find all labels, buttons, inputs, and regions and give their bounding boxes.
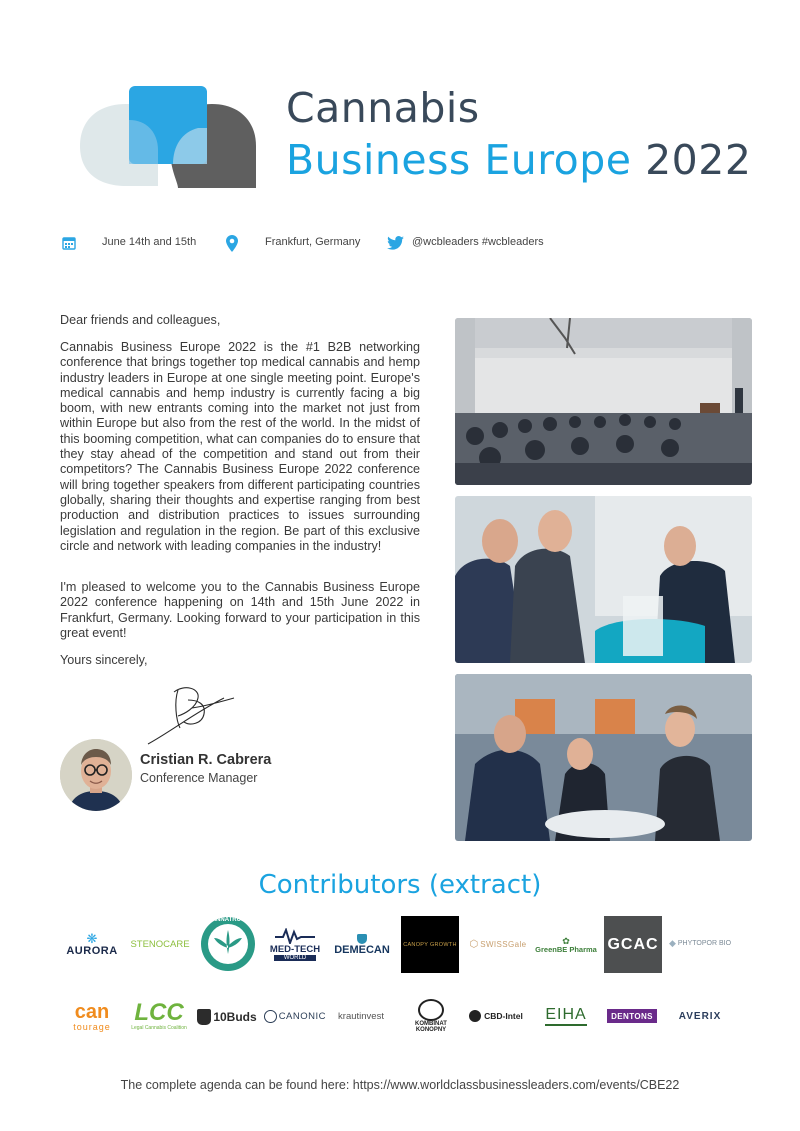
cbd-intel-logo xyxy=(466,1006,526,1026)
demecan-logo-text: DEMECAN xyxy=(334,944,390,956)
phytopor-logo-text: PHYTOPOR BIO xyxy=(677,939,732,947)
handwritten-signature xyxy=(140,680,240,753)
location-pin-icon xyxy=(226,235,238,257)
cannatrust-logo xyxy=(200,916,256,972)
cannatrust-logo-text: CANNATRUST xyxy=(207,917,249,923)
eiha-logo xyxy=(536,1004,596,1028)
aurora-logo: ❋ AURORA xyxy=(66,931,118,957)
kombinat-logo-sub: KONOPNY xyxy=(415,1027,447,1033)
swissgale-logo-text: SWISSGale xyxy=(480,939,527,949)
contributors-title: Contributors (extract) xyxy=(258,870,542,900)
networking-photo-1 xyxy=(455,496,752,663)
event-year: 2022 xyxy=(645,136,752,184)
canopy-growth-logo xyxy=(401,916,459,973)
gcac-logo xyxy=(604,916,662,973)
twitter-bird-icon xyxy=(387,236,404,255)
lcc-logo xyxy=(128,996,190,1036)
medtech-world-logo xyxy=(268,918,322,970)
signer-name: Cristian R. Cabrera xyxy=(140,752,272,768)
greenbe-pharma-logo: ✿ GreenBE Pharma xyxy=(535,935,597,954)
demecan-logo xyxy=(330,928,394,962)
kombinat-konopny-logo xyxy=(408,994,454,1038)
letter-greeting: Dear friends and colleagues, xyxy=(60,313,221,327)
letter-paragraph-1: Cannabis Business Europe 2022 is the #1 B2B networking conference that brings together top medical cannabis and hemp industry leaders in Europe at one single meeting point. Europe's medical cannabis and hemp industry is currently facing a big boom, with new entrants coming into the market not just from within Europe but also from the rest of the world. In the midst of this booming competition, what can companies do to ensure that they stay ahead of the competition and stand out from their competitors? The Cannabis Business Europe 2022 conference will bring together speakers from different participating countries globally, sharing their thoughts and expertise ranging from best production and distribution practices to issues surrounding legislation and regulation in the region. Be part of this exclusive circle and network with leading companies in the industry! xyxy=(60,340,420,553)
eiha-logo-text: EIHA xyxy=(545,1006,586,1026)
dentons-logo xyxy=(607,1009,657,1023)
swissgale-logo: ⬡ SWISSGale xyxy=(469,938,527,950)
cantourage-logo-text: can xyxy=(74,1001,110,1023)
letter-paragraph-2: I'm pleased to welcome you to the Cannabis Business Europe 2022 conference happening on 14th and 15th June 2022 in Frankfurt, Germany. Looking forward to your participation in this great event! xyxy=(60,580,420,640)
aurora-logo-text: AURORA xyxy=(66,945,118,957)
medtech-logo-text: MED-TECH xyxy=(269,943,321,955)
networking-photo-2 xyxy=(455,674,752,841)
canonic-logo xyxy=(264,1006,326,1026)
krautinvest-logo-text: krautinvest xyxy=(338,1010,384,1022)
averix-logo xyxy=(668,1006,732,1026)
stenocare-logo-text: STENOCARE xyxy=(130,938,190,950)
canopy-logo-text: CANOPY GROWTH xyxy=(403,941,457,948)
kombinat-logo-text: KOMBINAT xyxy=(415,1021,447,1027)
krautinvest-logo xyxy=(332,1006,390,1026)
agenda-link-text[interactable]: The complete agenda can be found here: https://www.worldclassbusinessleaders.com/events/CBE22 xyxy=(120,1078,680,1092)
stenocare-logo xyxy=(130,932,190,956)
lcc-logo-text: LCC xyxy=(134,999,184,1026)
cbd-intel-logo-text: CBD-Intel xyxy=(484,1011,523,1021)
avatar xyxy=(60,739,132,811)
conference-hall-photo xyxy=(455,318,752,485)
10buds-logo-text: 10Buds xyxy=(213,1010,257,1024)
signer-role: Conference Manager xyxy=(140,771,258,785)
medtech-logo-sub: WORLD xyxy=(274,955,316,961)
gcac-logo-text: GCAC xyxy=(607,935,659,953)
cantourage-logo-sub: tourage xyxy=(73,1022,111,1032)
event-location: Frankfurt, Germany xyxy=(265,236,361,248)
event-title-name: Business Europe xyxy=(286,136,632,184)
event-title-line1: Cannabis xyxy=(286,84,480,132)
averix-logo-text: AVERIX xyxy=(678,1010,722,1022)
greenbe-logo-text: GreenBE Pharma xyxy=(535,944,597,954)
event-date: June 14th and 15th xyxy=(102,236,197,248)
calendar-icon xyxy=(62,236,76,255)
twitter-handle[interactable]: @wcbleaders #wcbleaders xyxy=(412,236,544,248)
phytopor-bio-logo: ◆ PHYTOPOR BIO xyxy=(668,937,732,948)
lcc-logo-sub: Legal Cannabis Coalition xyxy=(131,1025,187,1031)
event-title-line2 xyxy=(286,136,751,184)
letter-closing: Yours sincerely, xyxy=(60,653,148,667)
canonic-logo-text: CANONIC xyxy=(278,1010,326,1022)
event-logo xyxy=(78,84,258,188)
cantourage-logo xyxy=(62,998,122,1036)
dentons-logo-text: DENTONS xyxy=(611,1011,653,1021)
10buds-logo xyxy=(196,1004,258,1030)
